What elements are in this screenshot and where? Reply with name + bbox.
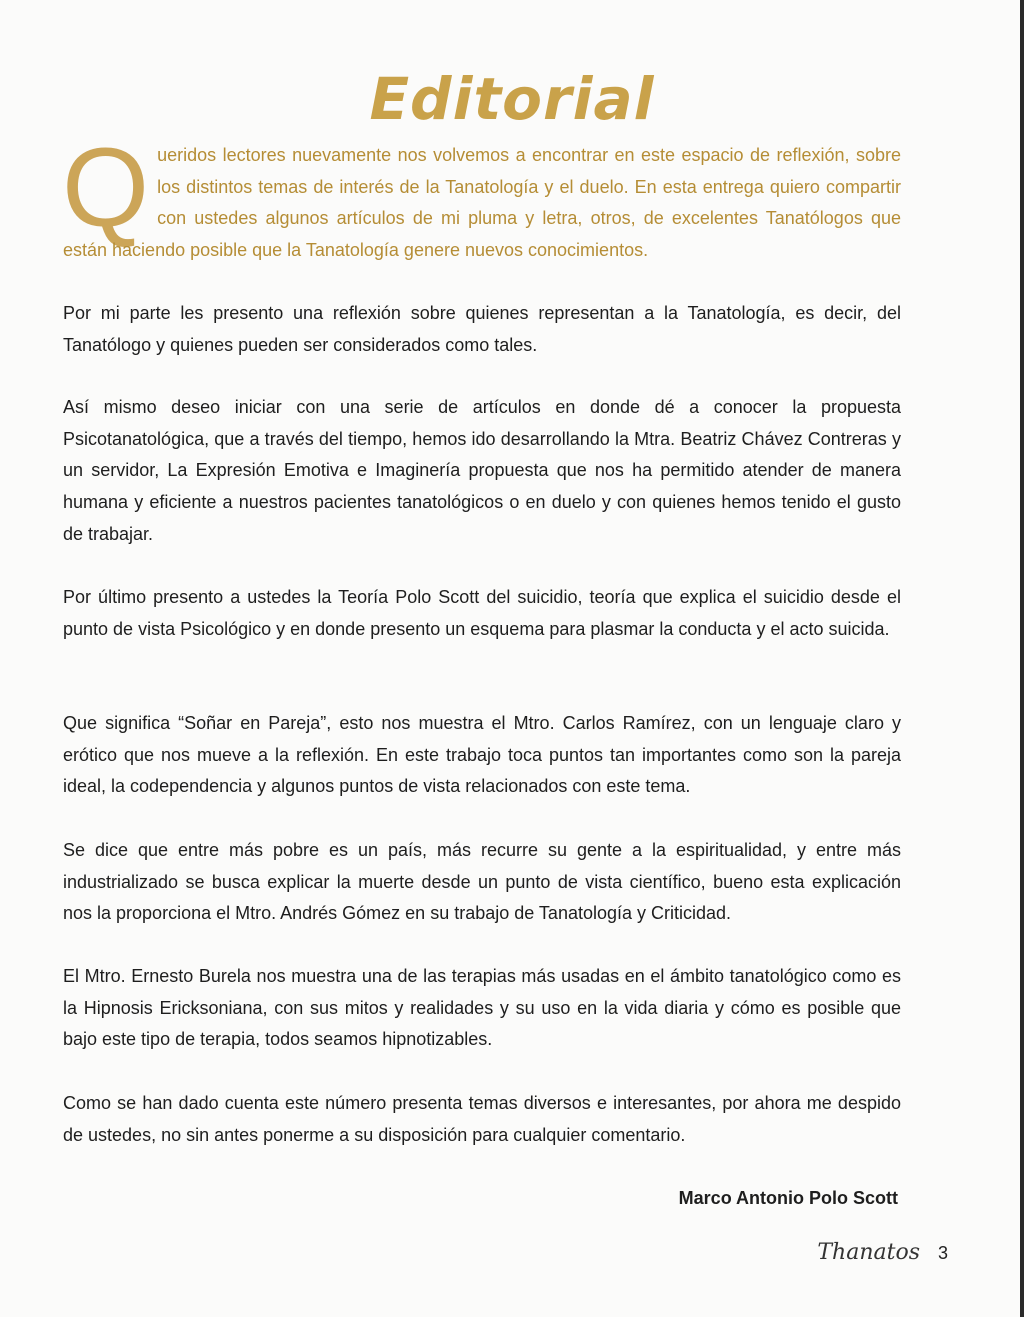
intro-paragraph: [62, 125, 901, 267]
drop-cap: Q: [62, 125, 150, 250]
paragraph-5: Se dice que entre más pobre es un país, más recurre su gente a la espiritualidad, y entre más industrializado se busca explicar la muerte desde un punto de vista científico, bueno esta explicación nos la proporciona el Mtro. Andrés Gómez en su trabajo de Tanatología y Criticidad.: [63, 840, 901, 924]
scan-edge: [1020, 0, 1024, 1317]
paragraph-3: Por último presento a ustedes la Teoría Polo Scott del suicidio, teoría que explica el suicidio desde el punto de vista Psicológico y en donde presento un esquema para plasmar la conducta y el acto suicida.: [63, 587, 901, 639]
paragraph-6: El Mtro. Ernesto Burela nos muestra una de las terapias más usadas en el ámbito tanatológico como es la Hipnosis Ericksoniana, con sus mitos y realidades y su uso en la vida diaria y cómo es posible que bajo este tipo de terapia, todos seamos hipnotizables.: [63, 966, 901, 1050]
author-signature: Marco Antonio Polo Scott: [678, 1188, 898, 1208]
magazine-logo: Thanatos: [817, 1240, 920, 1265]
paragraph-1: Por mi parte les presento una reflexión sobre quienes representan a la Tanatología, es decir, del Tanatólogo y quienes pueden ser considerados como tales.: [63, 303, 901, 355]
paragraph-2: Así mismo deseo iniciar con una serie de artículos en donde dé a conocer la propuesta Psicotanatológica, que a través del tiempo, hemos ido desarrollando la Mtra. Beatriz Chávez Contreras y un servidor, La Expresión Emotiva e Imaginería propuesta que nos ha permitido atender de manera humana y eficiente a nuestros pacientes tanatológicos o en duelo y con quienes hemos tenido el gusto de trabajar.: [63, 397, 901, 544]
page-number: 3: [937, 1243, 948, 1263]
paragraph-4: Que significa “Soñar en Pareja”, esto nos muestra el Mtro. Carlos Ramírez, con un lenguaje claro y erótico que nos mueve a la reflexión. En este trabajo toca puntos tan importantes como son la pareja ideal, la codependencia y algunos puntos de vista relacionados con este tema.: [63, 713, 901, 797]
intro-text: ueridos lectores nuevamente nos volvemos a encontrar en este espacio de reflexión, sobre los distintos temas de interés de la Tanatología y el duelo. En esta entrega quiero compartir con ustedes algunos artículos de mi pluma y letra, otros, de excelentes Tanatólogos que están haciendo posible que la Tanatología genere nuevos conocimientos.: [63, 145, 901, 261]
page-footer: [817, 1240, 948, 1265]
paragraph-7: Como se han dado cuenta este número presenta temas diversos e interesantes, por ahora me despido de ustedes, no sin antes ponerme a su disposición para cualquier comentario.: [63, 1093, 901, 1145]
page-title: Editorial: [369, 65, 655, 133]
